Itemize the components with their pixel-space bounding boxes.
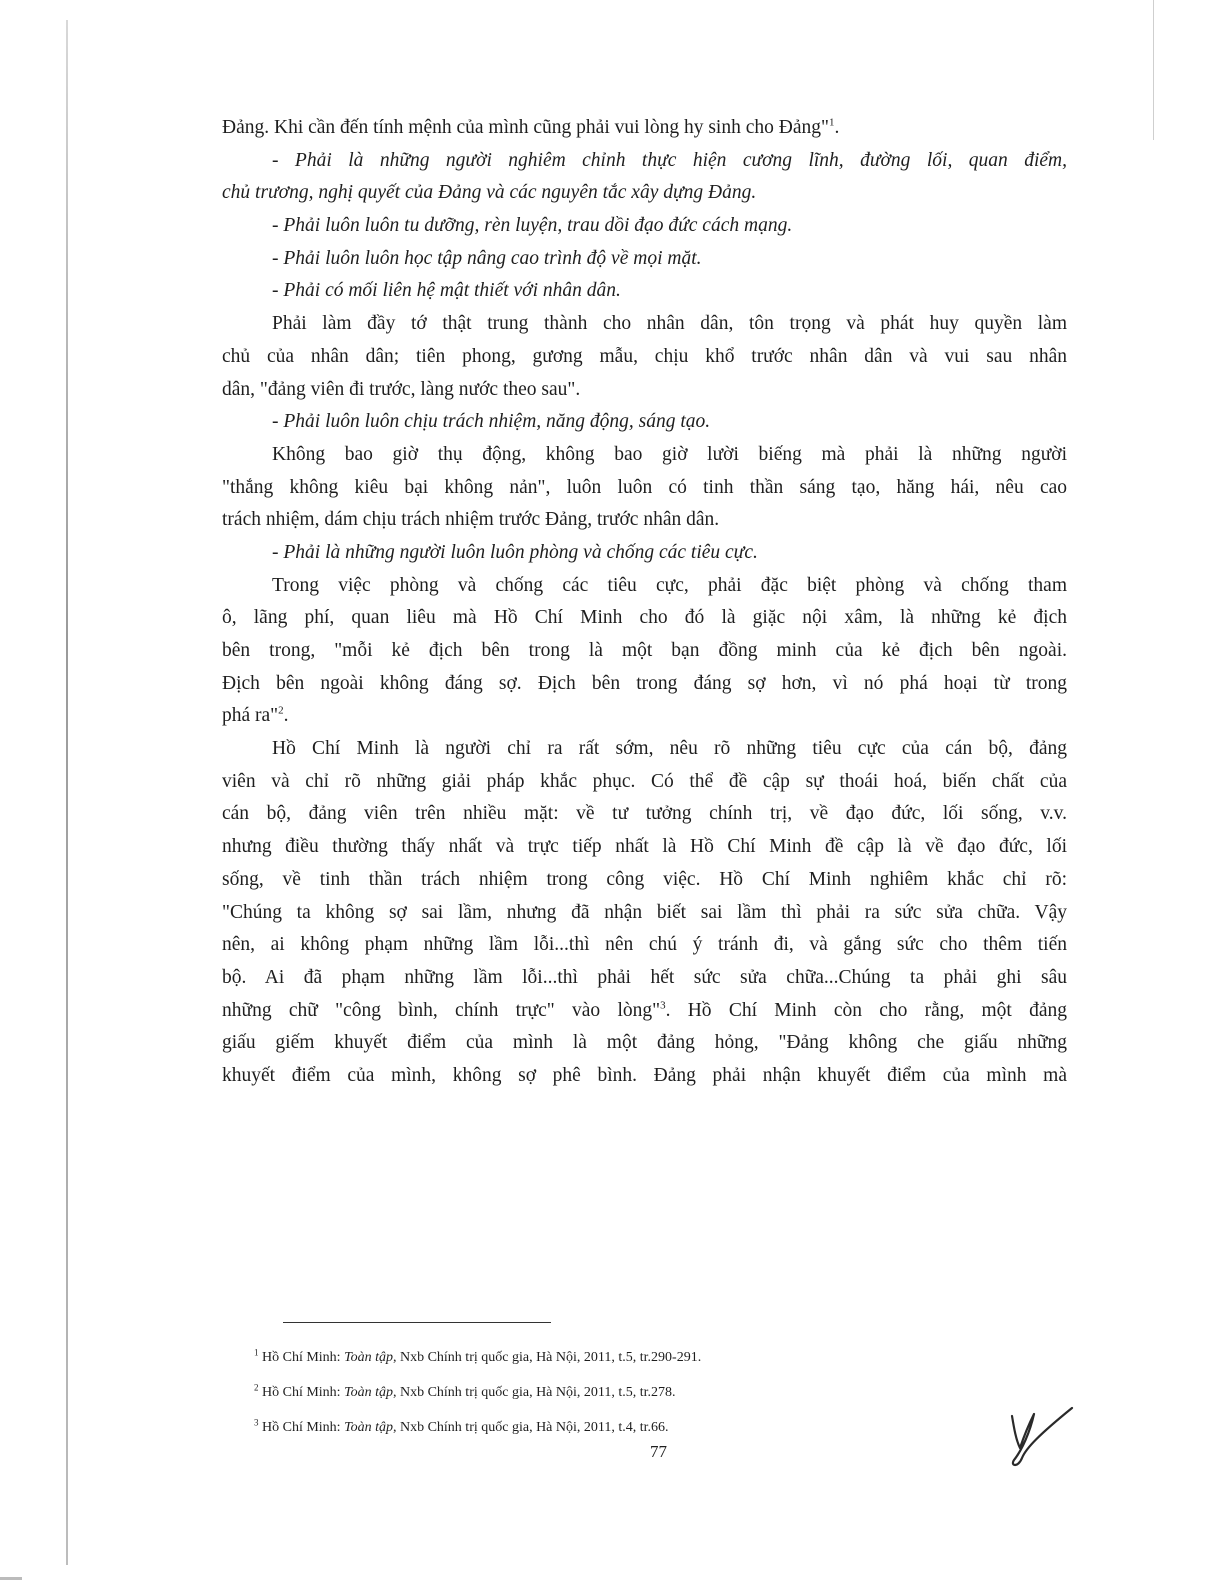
- line-p10-0: Trong việc phòng và chống các tiêu cực, phải đặc biệt phòng và chống tham: [272, 574, 1067, 596]
- body-text: [222, 112, 1067, 1093]
- footnote-ref: 3: [660, 999, 666, 1012]
- text-run: .: [834, 117, 840, 138]
- line-p8-1: "thắng không kiêu bại không nản", luôn luôn có tinh thần sáng tạo, hăng hái, nêu cao: [222, 476, 1067, 498]
- scan-mark: [0, 1577, 22, 1580]
- line-p11-7: bộ. Ai đã phạm những lầm lỗi...thì phải hết sức sửa chữa...Chúng ta phải ghi sâu: [222, 966, 1067, 988]
- footnote-title: Toàn tập: [344, 1385, 393, 1400]
- scan-edge-right: [1153, 0, 1154, 140]
- line-p11-0: Hồ Chí Minh là người chỉ ra rất sớm, nêu rõ những tiêu cực của cán bộ, đảng: [272, 738, 1067, 760]
- footnote-separator: [283, 1322, 551, 1323]
- text-run: Đảng. Khi cần đến tính mệnh của mình cũng phải vui lòng hy sinh cho Đảng": [222, 117, 829, 138]
- line-p7-0: - Phải luôn luôn chịu trách nhiệm, năng động, sáng tạo.: [272, 411, 711, 433]
- footnote-source: , Nxb Chính trị quốc gia, Hà Nội, 2011, t.5, tr.278.: [392, 1385, 676, 1400]
- footnote-title: Toàn tập: [344, 1350, 393, 1365]
- line-p11-6: nên, ai không phạm những lầm lỗi...thì nên chú ý tránh đi, và gắng sức cho thêm tiến: [222, 934, 1067, 956]
- line-p2-1: chủ trương, nghị quyết của Đảng và các nguyên tắc xây dựng Đảng.: [222, 182, 757, 204]
- footnote-author: Hồ Chí Minh:: [262, 1385, 345, 1400]
- line-p10-2: bên trong, "mỗi kẻ địch bên trong là một bạn đồng minh của kẻ địch bên ngoài.: [222, 640, 1067, 661]
- text-run: . Hồ Chí Minh còn cho rằng, một đảng: [665, 999, 1067, 1021]
- page-number: 77: [650, 1442, 667, 1461]
- footnote-source: , Nxb Chính trị quốc gia, Hà Nội, 2011, t.4, tr.66.: [392, 1420, 669, 1435]
- footnote-source: , Nxb Chính trị quốc gia, Hà Nội, 2011, t.5, tr.290-291.: [392, 1350, 702, 1365]
- text-run: .: [283, 705, 289, 727]
- line-p9-0: - Phải là những người luôn luôn phòng và chống các tiêu cực.: [272, 541, 758, 563]
- line-p6-2: dân, "đảng viên đi trước, làng nước theo sau".: [222, 378, 581, 400]
- text-run: phá ra": [222, 705, 279, 727]
- line-p11-4: sống, về tinh thần trách nhiệm trong công việc. Hồ Chí Minh nghiêm khắc chỉ rõ:: [222, 868, 1067, 890]
- line-p8-2: trách nhiệm, dám chịu trách nhiệm trước Đảng, trước nhân dân.: [222, 509, 720, 531]
- line-p10-1: ô, lãng phí, quan liêu mà Hồ Chí Minh cho đó là giặc nội xâm, là những kẻ địch: [222, 607, 1067, 629]
- line-p10-4: [222, 700, 1067, 733]
- footnotes: [254, 1340, 954, 1445]
- footnote-number: 3: [254, 1417, 259, 1428]
- line-p11-2: cán bộ, đảng viên trên nhiều mặt: về tư tưởng chính trị, về đạo đức, lối sống, v.v.: [222, 803, 1067, 825]
- line-p11-9: giấu giếm khuyết điểm của mình là một đảng hỏng, "Đảng không che giấu những: [222, 1032, 1067, 1054]
- footnote-2: [254, 1375, 954, 1410]
- line-p6-1: chủ của nhân dân; tiên phong, gương mẫu, chịu khổ trước nhân dân và vui sau nhân: [222, 345, 1067, 367]
- line-p11-3: nhưng điều thường thấy nhất và trực tiếp nhất là Hồ Chí Minh đề cập là về đạo đức, lối: [222, 836, 1067, 858]
- line-p6-0: Phải làm đầy tớ thật trung thành cho nhân dân, tôn trọng và phát huy quyền làm: [272, 313, 1067, 335]
- line-p11-10: khuyết điểm của mình, không sợ phê bình. Đảng phải nhận khuyết điểm của mình mà: [222, 1064, 1067, 1086]
- footnote-title: Toàn tập: [344, 1420, 393, 1435]
- line-p1-0: [222, 112, 1067, 145]
- text-run: những chữ "công bình, chính trực" vào lòng": [222, 999, 661, 1021]
- line-p11-5: "Chúng ta không sợ sai lầm, nhưng đã nhận biết sai lầm thì phải ra sức sửa chữa. Vậy: [222, 901, 1067, 923]
- line-p2-0: - Phải là những người nghiêm chỉnh thực hiện cương lĩnh, đường lối, quan điểm,: [272, 149, 1067, 171]
- footnote-ref: 2: [278, 704, 284, 717]
- line-p11-1: viên và chỉ rõ những giải pháp khắc phục. Có thể đề cập sự thoái hoá, biến chất của: [222, 770, 1067, 792]
- line-p3-0: - Phải luôn luôn tu dưỡng, rèn luyện, trau dồi đạo đức cách mạng.: [272, 215, 793, 237]
- line-p4-0: - Phải luôn luôn học tập nâng cao trình độ về mọi mặt.: [272, 247, 702, 269]
- signature-initials: [1000, 1398, 1080, 1468]
- footnote-number: 2: [254, 1382, 259, 1393]
- line-p8-0: Không bao giờ thụ động, không bao giờ lười biếng mà phải là những người: [272, 443, 1067, 465]
- line-p10-3: Địch bên ngoài không đáng sợ. Địch bên trong đáng sợ hơn, vì nó phá hoại từ trong: [222, 672, 1067, 694]
- footnote-ref: 1: [828, 116, 835, 129]
- footnote-number: 1: [254, 1347, 259, 1358]
- line-p5-0: - Phải có mối liên hệ mật thiết với nhân dân.: [272, 280, 621, 302]
- footnote-author: Hồ Chí Minh:: [262, 1350, 345, 1365]
- scan-edge-left: [66, 20, 68, 1565]
- footnote-1: [254, 1340, 954, 1375]
- line-p11-8: [222, 995, 1067, 1028]
- footnote-author: Hồ Chí Minh:: [262, 1420, 345, 1435]
- footnote-3: [254, 1410, 954, 1445]
